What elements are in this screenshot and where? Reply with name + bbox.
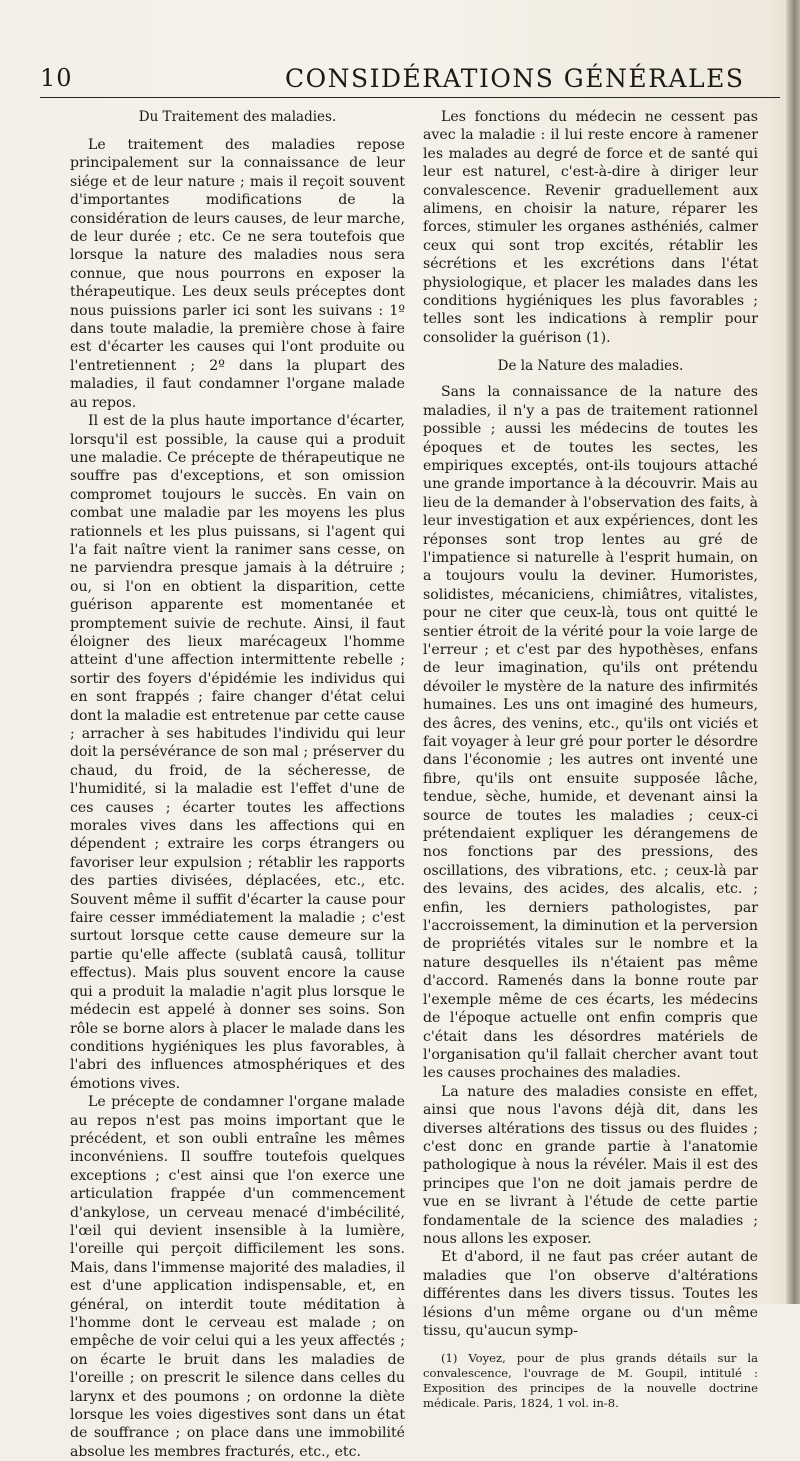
paragraph: Il est de la plus haute importance d'écarter, lorsqu'il est possible, la cause qui a produit une maladie. Ce précepte de thérapeutique ne souffre pas d'exceptions, et son omission compromet toujours le succès. En vain on combat une maladie par les moyens les plus rationnels et les plus puissans, si l'agent qui l'a fait naître vient la ranimer sans cesse, on ne parviendra presque jamais à la détruire ; ou, si l'on en obtient la disparition, cette guérison apparente est momentanée et promptement suivie de rechute. Ainsi, il faut éloigner des lieux marécageux l'homme atteint d'une affection intermittente rebelle ; sortir des foyers d'épidémie les individus qui en sont frappés ; faire changer d'état celui dont la maladie est entretenue par cette cause ; arracher à ses habitudes l'individu qui leur doit la persévérance de son mal ; préserver du chaud, du froid, de la sécheresse, de l'humidité, si la maladie est l'effet d'une de ces causes ; écarter toutes les affections morales vives dans les affections qui en dépendent ; extraire les corps étrangers ou favoriser leur expulsion ; rétablir les rapports des parties divisées, déplacées, etc., etc. Souvent même il suffit d'écarter la cause pour faire cesser immédiatement la maladie ; c'est surtout lorsque cette cause demeure sur la partie qu'elle affecte (sublatâ causâ, tollitur effectus). Mais plus souvent encore la cause qui a produit la maladie n'agit plus lorsque le médecin est appelé à donner ses soins. Son rôle se borne alors à placer le malade dans les conditions hygiéniques les plus favorables, à l'abri des influences atmosphériques et des émotions vives. xyxy=(70,413,405,1092)
paragraph: La nature des maladies consiste en effet, ainsi que nous l'avons déjà dit, dans les diverses altérations des tissus ou des fluides ; c'est donc en grande partie à l'anatomie pathologique à nous la révéler. Mais il est des principes que l'on ne doit jamais perdre de vue en se livrant à l'étude de cette partie fondamentale de la science des maladies ; nous allons les exposer. xyxy=(423,1083,758,1247)
footnote: (1) Voyez, pour de plus grands détails sur la convalescence, l'ouvrage de M. Goupil, intitulé : Exposition des principes de la nouvelle doctrine médicale. Paris, 1824, 1 vol. in-8. xyxy=(423,1351,758,1411)
running-title: CONSIDÉRATIONS GÉNÉRALES xyxy=(285,64,745,93)
page-edge-shadow xyxy=(786,0,800,1304)
paragraph: Sans la connaissance de la nature des maladies, il n'y a pas de traitement rationnel possible ; aussi les médecins de toutes les époques et de toutes les sectes, les empiriques exceptés, ont-ils toujours attaché une grande importance à la découvrir. Mais au lieu de la demander à l'observation des faits, à leur investigation et aux expériences, dont les réponses sont trop lentes au gré de l'impatience si naturelle à l'esprit humain, on a toujours voulu la deviner. Humoristes, solidistes, mécaniciens, chimiâtres, vitalistes, pour ne citer que ceux-là, tous ont quitté le sentier étroit de la vérité pour la voie large de l'erreur ; et c'est par des hypothèses, enfans de leur imagination, qu'ils ont prétendu dévoiler le mystère de la nature des infirmités humaines. Les uns ont imaginé des humeurs, des âcres, des venins, etc., qu'ils ont viciés et fait voyager à leur gré pour porter le désordre dans l'économie ; les autres ont inventé une fibre, qu'ils ont ensuite supposée lâche, tendue, sèche, humide, et devenant ainsi la source de toutes les maladies ; ceux-ci prétendaient expliquer les dérangemens de nos fonctions par des pressions, des oscillations, des vibrations, etc. ; ceux-là par des levains, des acides, des alcalis, etc. ; enfin, les derniers pathologistes, par l'accroissement, la diminution et la perversion de propriétés vitales sur le nombre et la nature desquelles ils n'étaient pas même d'accord. Ramenés dans la bonne route par l'exemple même de ces écarts, les médecins de l'époque actuelle ont enfin compris que c'était dans les désordres matériels de l'organisation qu'il fallait chercher avant tout les causes prochaines des maladies. xyxy=(423,384,759,1082)
section-heading-nature: De la Nature des maladies. xyxy=(497,358,684,375)
paragraph: Le précepte de condamner l'organe malade au repos n'est pas moins important que le précédent, et son oubli entraîne les mêmes inconvéniens. Il souffre toutefois quelques exceptions ; c'est ainsi que l'on exerce une articulation frappée d'un commencement d'ankylose, un cerveau menacé d'imbécilité, l'œil qui devient insensible à la lumière, l'oreille qui perçoit difficilement les sons. Mais, dans l'immense majorité des maladies, il est d'une application indispensable, et, en général, on interdit toute méditation à l'homme dont le cerveau est malade ; on empêche de voir celui qui a les yeux affectés ; on écarte le bruit dans les maladies de l'oreille ; on prescrit le silence dans celles du larynx et des poumons ; on ordonne la diète lorsque les voies digestives sont dans un état de souffrance ; on place dans une immobilité absolue les membres fracturés, etc., etc. xyxy=(70,1094,405,1460)
left-column xyxy=(70,108,405,1461)
section-heading-treatment: Du Traitement des maladies. xyxy=(138,109,337,125)
right-column xyxy=(423,108,758,1411)
paragraph: Les fonctions du médecin ne cessent pas avec la maladie : il lui reste encore à ramener les malades au degré de force et de santé qui leur est naturel, c'est-à-dire à diriger leur convalescence. Revenir graduellement aux alimens, en choisir la nature, réparer les forces, stimuler les organes asthéniés, calmer ceux qui sont trop excités, rétablir les sécrétions et les excrétions dans l'état physiologique, et placer les malades dans les conditions hygiéniques les plus favorables ; telles sont les indications à remplir pour consolider la guérison (1). xyxy=(423,109,758,346)
page-header xyxy=(0,62,800,102)
header-rule xyxy=(40,97,780,98)
paragraph: Et d'abord, il ne faut pas créer autant de maladies que l'on observe d'altérations différentes dans les divers tissus. Toutes les lésions d'un même organe ou d'un même tissu, qu'aucun symp- xyxy=(423,1249,758,1339)
page-number: 10 xyxy=(40,64,73,92)
paragraph: Le traitement des maladies repose principalement sur la connaissance de leur siége et de leur nature ; mais il reçoit souvent d'importantes modifications de la considération de leurs causes, de leur marche, de leur durée ; etc. Ce ne sera toutefois que lorsque la nature des maladies nous sera connue, que nous pourrons en exposer la thérapeutique. Les deux seuls préceptes dont nous puissions parler ici sont les suivans : 1º dans toute maladie, la première chose à faire est d'écarter les causes qui l'ont produite ou l'entretiennent ; 2º dans la plupart des maladies, il faut condamner l'organe malade au repos. xyxy=(70,137,405,411)
